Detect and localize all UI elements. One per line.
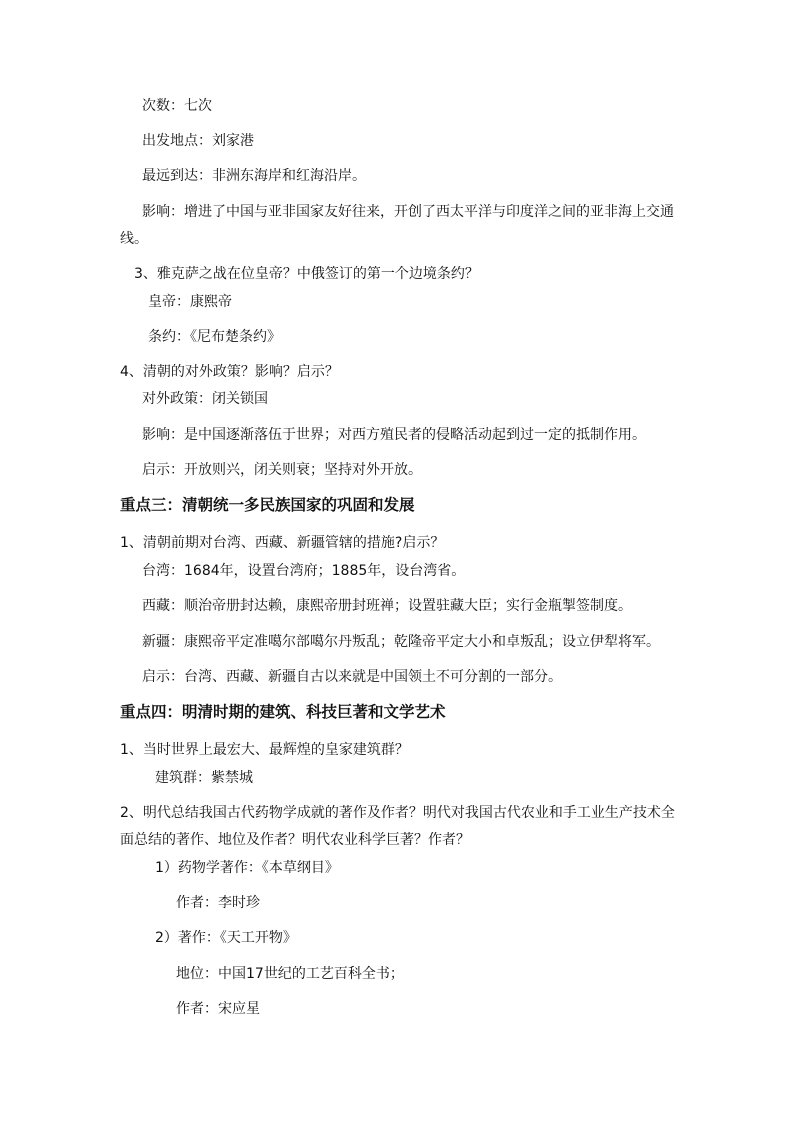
policy-impact: 影响：是中国逐渐落伍于世界；对西方殖民者的侵略活动起到过一定的抵制作用。 <box>142 427 646 443</box>
craft-author: 作者：宋应星 <box>176 1001 260 1017</box>
policy-lesson: 启示：开放则兴，闭关则衰；坚持对外开放。 <box>142 462 422 478</box>
question-3: 3、雅克萨之战在位皇帝？中俄签订的第一个边境条约？ <box>134 266 479 282</box>
departure-place: 出发地点：刘家港 <box>142 133 254 149</box>
voyage-count: 次数：七次 <box>142 98 212 114</box>
tibet-answer: 西藏：顺治帝册封达赖，康熙帝册封班禅；设置驻藏大臣；实行金瓶掣签制度。 <box>142 598 632 614</box>
pharmacology-work: 1）药物学著作：《本草纲目》 <box>155 860 339 876</box>
section-heading-4: 重点四：明清时期的建筑、科技巨著和文学艺术 <box>120 703 446 721</box>
question-q4-2-cont: 面总结的著作、地位及作者？明代农业科学巨著？作者？ <box>120 832 470 848</box>
emperor-answer: 皇帝：康熙帝 <box>148 294 232 310</box>
question-q3-1: 1、清朝前期对台湾、西藏、新疆管辖的措施?启示？ <box>120 535 445 551</box>
treaty-answer: 条约：《尼布楚条约》 <box>148 329 281 345</box>
foreign-policy: 对外政策：闭关锁国 <box>142 391 268 407</box>
question-q4-1: 1、当时世界上最宏大、最辉煌的皇家建筑群？ <box>120 742 409 758</box>
voyage-impact: 影响：增进了中国与亚非国家友好往来，开创了西太平洋与印度洋之间的亚非海上交通 <box>142 204 674 220</box>
taiwan-answer: 台湾：1684年，设置台湾府；1885年，设台湾省。 <box>142 563 466 579</box>
pharmacology-author: 作者：李时珍 <box>176 895 260 911</box>
unity-lesson: 启示：台湾、西藏、新疆自古以来就是中国领土不可分割的一部分。 <box>142 669 562 685</box>
architecture-answer: 建筑群：紫禁城 <box>155 770 253 786</box>
question-q4-2: 2、明代总结我国古代药物学成就的著作及作者？明代对我国古代农业和手工业生产技术全 <box>120 805 675 821</box>
craft-work: 2）著作：《天工开物》 <box>155 930 297 946</box>
voyage-impact-cont: 线。 <box>120 231 148 247</box>
question-4: 4、清朝的对外政策？影响？启示？ <box>120 364 339 380</box>
farthest-reach: 最远到达：非洲东海岸和红海沿岸。 <box>142 168 366 184</box>
craft-status: 地位：中国17世纪的工艺百科全书； <box>176 966 404 982</box>
xinjiang-answer: 新疆：康熙帝平定准噶尔部噶尔丹叛乱；乾隆帝平定大小和卓叛乱；设立伊犁将军。 <box>142 634 660 650</box>
section-heading-3: 重点三：清朝统一多民族国家的巩固和发展 <box>120 496 415 514</box>
